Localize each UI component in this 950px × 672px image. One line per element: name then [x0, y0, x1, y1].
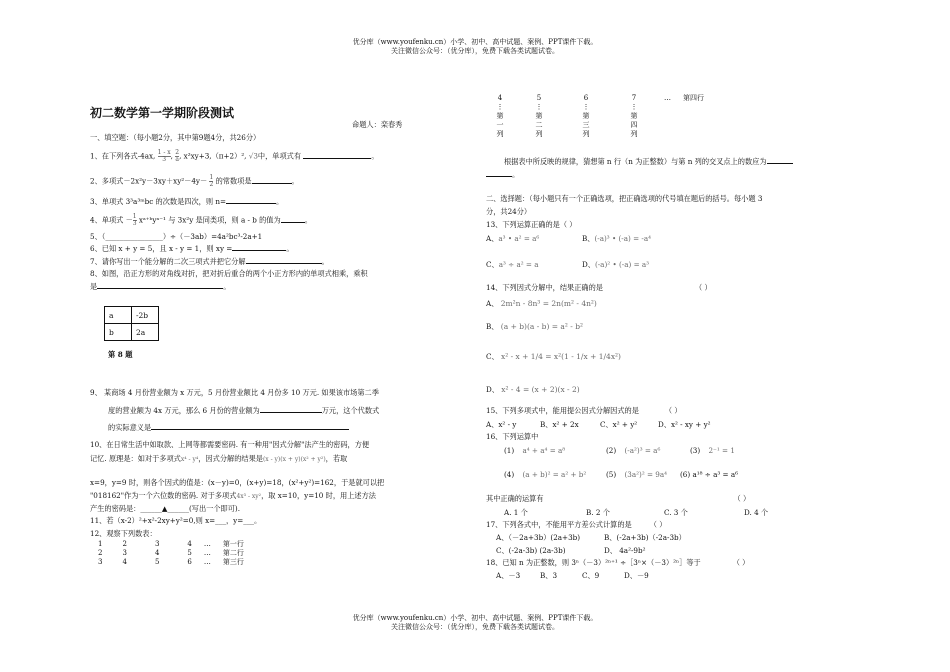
table-row: 列 列 列 列	[496, 130, 638, 138]
option-18-a[interactable]: A、－3	[496, 571, 521, 580]
option-13-c[interactable]: C、a³ ÷ a² = a	[486, 260, 539, 269]
table-row: ⋮ ⋮ ⋮ ⋮	[496, 103, 638, 111]
question-8: 8、如图，沿正方形的对角线对折，把对折后重合的两个小正方形内的单项式相乘，乘积	[90, 269, 368, 278]
question-9: 9、 某商场 4 月份营业额为 x 万元，5 月份营业额比 4 月份多 10 万元. 如果该市场第二季	[90, 388, 379, 397]
option-16-d[interactable]: D. 4 个	[744, 508, 769, 517]
question-9-line-2: 度的营业额为 4x 万元，那么 6 月份的营业额为 万元，这个代数式	[108, 406, 380, 415]
q16-item-1: (1) a⁴ + a⁴ = a⁸	[504, 446, 566, 455]
option-13-a[interactable]: A、a³ • a² = a⁶	[486, 234, 540, 243]
fraction: $\frac{2}{a}$	[175, 149, 180, 163]
question-6: 6、已知 x + y = 5，且 x - y = 1，则 xy = 。	[90, 244, 294, 253]
option-17-b[interactable]: B、(-2a+3b)（-2a-3b）	[604, 533, 686, 542]
question-17: 17、下列各式中，不能用平方差公式计算的是 （ ）	[486, 520, 667, 529]
question-16: 16、下列运算中	[486, 432, 539, 441]
question-4: 4、单项式 － $\frac{1}{3}$ xᵃ⁺ᵇyᵃ⁻¹ 与 3x²y 是同类项，则 a - b 的值为 。	[90, 213, 312, 227]
table-row: 第 第 第 第	[496, 112, 638, 120]
q16-item-4: (4) (a + b)² = a² + b²	[504, 470, 587, 479]
table-row: 一 二 三 四	[496, 121, 638, 129]
figure-8-caption: 第 8 题	[108, 350, 133, 359]
table-row: 2 3 4 5 … 第二行	[98, 549, 244, 557]
section-2-heading: 二、选择题：（每小题只有一个正确选项，把正确选项的代号填在题后的括号。每小题 3	[486, 194, 763, 203]
option-18-b[interactable]: B、3	[540, 571, 558, 580]
option-14-b[interactable]: B、 (a + b)(a - b) = a² - b²	[486, 322, 584, 331]
number-table	[92, 540, 250, 567]
option-16-a[interactable]: A. 1 个	[504, 508, 528, 517]
question-3: 3、单项式 3³a³ᵐbc 的次数是四次，则 n= 。	[90, 197, 284, 206]
fraction: $\frac{1}{3}$	[132, 213, 137, 227]
option-15-a[interactable]: A、x² - y	[486, 420, 517, 429]
question-11: 11、若（x-2）²+x²-2xy+y²=0,则 x=___，y=___。	[90, 516, 262, 525]
option-14-c[interactable]: C、 x² - x + 1/4 = x²(1 - 1/x + 1/4x²)	[486, 352, 621, 361]
option-18-d[interactable]: D、－9	[624, 571, 649, 580]
option-15-c[interactable]: C、x² + y²	[600, 420, 638, 429]
option-13-d[interactable]: D、(-a)² • (-a) = a³	[582, 260, 650, 269]
grid-cell: -2b	[132, 307, 159, 324]
option-17-c[interactable]: C、(-2a-3b) (2a-3b)	[496, 546, 566, 555]
footer-line-1: 优分库（www.youfenku.cn）小学、初中、高中试题、案例、PPT课件下载。	[352, 614, 598, 622]
answer-blank[interactable]	[151, 422, 349, 430]
table-row: 3 4 5 6 … 第三行	[98, 558, 244, 566]
grid-cell: a	[105, 307, 132, 324]
section-1-heading: 一、填空题：（每小题2分，其中第9题4分，共26分）	[90, 133, 261, 142]
q16-item-2: (2) (-a²)³ = a⁶	[606, 446, 661, 455]
header-line-2: 关注微信公众号：（优分库），免费下载各类试题试卷。	[391, 47, 559, 55]
question-10-line-3: x=9，y=9 时，则各个因式的值是：(x－y)=0，(x+y)=18，(x²+y²)=162，于是就可以把	[90, 478, 385, 487]
question-10-line-4: "018162"作为一个六位数的密码. 对于多项式4x³ - xy²，取 x=10，y=10 时，用上述方法	[90, 491, 376, 500]
question-13: 13、下列运算正确的是（ ）	[486, 220, 577, 229]
q16-item-5: (5) (3a²)² = 9a⁴	[606, 470, 668, 479]
question-2: 2、多项式－2x²y－3xy＋xy²－4y－ $\frac{1}{2}$ 的常数项是 。	[90, 174, 299, 188]
question-12: 12、观察下列数表：	[90, 529, 157, 538]
answer-blank[interactable]	[303, 151, 371, 159]
option-14-a[interactable]: A、 2m²n - 8n³ = 2n(m² - 4n²)	[486, 299, 597, 308]
question-14: 14、下列因式分解中，结果正确的是 （ ）	[486, 283, 712, 292]
option-17-d[interactable]: D、 4a²-9b²	[604, 546, 646, 555]
answer-blank[interactable]	[226, 196, 276, 204]
option-13-b[interactable]: B、(-a)³ • (-a) = -a⁴	[582, 234, 652, 243]
figure-8-grid	[104, 306, 159, 341]
answer-blank[interactable]: ______▲______	[140, 504, 189, 513]
question-12-blank-line: 。	[486, 169, 519, 179]
question-10: 10、在日常生活中如取款、上网等都需要密码. 有一种用"因式分解"法产生的密码，方便	[90, 440, 370, 449]
table-row: 4 5 6 7 … 第四行	[497, 94, 704, 102]
option-17-a[interactable]: A、（－2a+3b）(2a+3b)	[496, 533, 581, 542]
table-row: 1 2 3 4 … 第一行	[98, 540, 244, 548]
answer-blank[interactable]	[232, 243, 286, 251]
question-15: 15、下列多项式中，能用提公因式分解因式的是 （ ）	[486, 406, 682, 415]
q16-item-3: (3) 2⁻¹ = 1	[690, 446, 735, 455]
exam-title: 初二数学第一学期阶段测试	[90, 106, 235, 120]
answer-blank[interactable]	[246, 256, 322, 264]
question-16-ask: 其中正确的运算有 （ ）	[486, 494, 751, 503]
header-line-1: 优分库（www.youfenku.cn）小学、初中、高中试题、案例、PPT课件下载。	[352, 38, 598, 46]
answer-blank[interactable]	[97, 281, 223, 289]
question-9-line-3: 的实际意义是	[108, 422, 349, 432]
section-2-heading-line-2: 分，共24分）	[486, 207, 532, 216]
grid-cell: b	[105, 324, 132, 341]
question-10-line-5: 产生的密码是：______▲______(写出一个即可).	[90, 504, 241, 513]
fraction: $\frac{1 - x}{3}$	[157, 149, 171, 163]
number-table-continued	[484, 94, 710, 139]
answer-blank[interactable]	[486, 169, 512, 177]
option-15-d[interactable]: D、x² - xy + y²	[658, 420, 711, 429]
fraction: $\frac{1}{2}$	[209, 174, 214, 188]
footer-line-2: 关注微信公众号：（优分库），免费下载各类试题试卷。	[391, 623, 559, 631]
question-7: 7、请你写出一个能分解的二次三项式并把它分解 。	[90, 257, 329, 266]
option-18-c[interactable]: C、9	[582, 571, 600, 580]
answer-blank[interactable]	[260, 405, 322, 413]
answer-blank[interactable]	[281, 215, 305, 223]
answer-blank[interactable]	[767, 156, 793, 164]
q16-item-6: (6) a¹⁸ ÷ a³ = a⁶	[680, 470, 739, 479]
question-8-answer-line: 是 。	[90, 282, 231, 291]
answer-blank[interactable]	[252, 176, 292, 184]
option-14-d[interactable]: D、 x² - 4 = (x + 2)(x - 2)	[486, 385, 580, 394]
grid-cell: 2a	[132, 324, 159, 341]
option-16-c[interactable]: C. 3 个	[664, 508, 688, 517]
option-16-b[interactable]: B. 2 个	[586, 508, 610, 517]
question-1: 1、在下列各式-4ax, $\frac{1 - x}{3}$, $\frac{2}{a}$, x²xy+3,（π+2）², √3中，单项式有 。	[90, 149, 379, 163]
question-18: 18、已知 n 为正整数，则 3ⁿ（－3）²ⁿ⁺¹ ÷［3ⁿ×（－3）²ⁿ］等于 （ ）	[486, 558, 750, 567]
question-10-line-2: 记忆. 原理是：如对于多项式x⁴ - y⁴，因式分解的结果是(x - y)(x + y)(x² + y²)，若取	[90, 454, 348, 463]
question-5: 5、（________________）÷（－3ab）=4a²bc³-2a+1	[90, 232, 263, 241]
exam-author: 命题人：栾春秀	[352, 120, 403, 129]
option-15-b[interactable]: B、x² + 2x	[540, 420, 579, 429]
question-12-prompt: 根据表中所反映的规律，猜想第 n 行（n 为正整数）与第 n 列的交叉点上的数应为	[504, 156, 793, 166]
